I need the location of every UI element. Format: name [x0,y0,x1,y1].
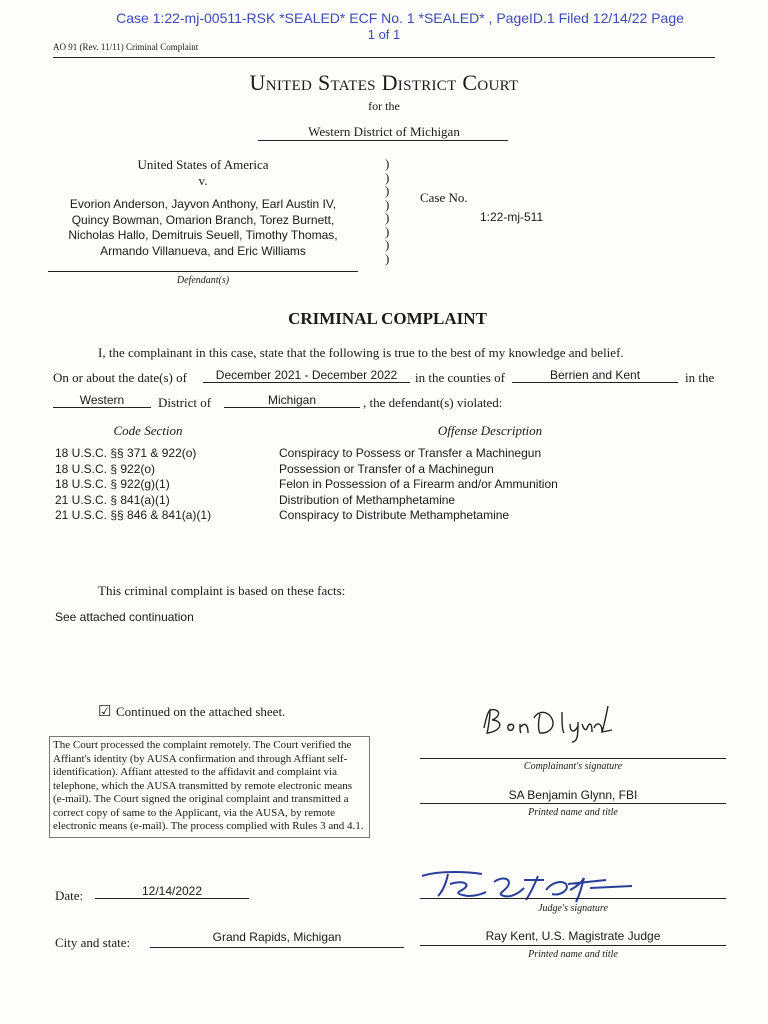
offense-desc: Conspiracy to Possess or Transfer a Machinegun [279,446,542,460]
in-the-label: in the [685,370,715,385]
counties-field: Berrien and Kent [512,368,678,383]
complaint-heading: CRIMINAL COMPLAINT [288,309,487,328]
date-label: Date: [55,888,84,903]
date-range-field: December 2021 - December 2022 [203,368,410,383]
district-direction-field: Western [53,393,151,408]
defendant-names [48,197,358,259]
offense-codes [55,446,211,524]
defendants-label: Defendant(s) [176,275,230,286]
versus: v. [198,173,208,188]
defendant-line: Nicholas Hallo, Demitruis Seuell, Timothy Thomas, [68,228,338,242]
judge-printed-name: Ray Kent, U.S. Magistrate Judge [485,929,661,943]
remote-processing-notice: The Court processed the complaint remotely. The Court verified the Affiant's identity (by AUSA confirmation and through Affiant self-identification). Affiant attested to the affidavit and complaint via telephone, which the AUSA transmitted by remote electronic means (e-mail). The Court signed the original complaint and transmitted a correct copy of same to the Applicant, via the AUSA, by remote electronic means (e-mail). The process complied with Rules 3 and 4.1. [49,736,370,838]
violated-label: , the defendant(s) violated: [363,395,503,410]
form-id: AO 91 (Rev. 11/11) Criminal Complaint [53,42,199,52]
on-or-about-label: On or about the date(s) of [53,370,187,385]
continued-checkbox[interactable]: ☑ [98,704,112,720]
judge-signature-label: Judge's signature [538,903,608,914]
complainant-signature-label: Complainant's signature [523,761,623,772]
offense-description-header: Offense Description [437,423,543,438]
header-rule [53,57,715,58]
defendant-line: Armando Villanueva, and Eric Williams [100,243,306,258]
complainant-signature-rule [420,758,726,759]
judge-signature-rule [420,898,726,899]
continued-label: Continued on the attached sheet. [116,704,286,719]
offense-desc: Possession or Transfer of a Machinegun [279,461,494,476]
district-of-label: District of [158,395,212,410]
city-state-field: Grand Rapids, Michigan [150,930,404,948]
defendants-rule [48,271,358,272]
city-state-label: City and state: [55,935,131,950]
case-no: 1:22-mj-511 [480,210,544,224]
offense-desc: Distribution of Methamphetamine [279,492,456,507]
complainant-name-rule [420,803,726,804]
judge-printed-label: Printed name and title [528,949,618,960]
for-the: for the [368,99,400,113]
defendant-line: Quincy Bowman, Omarion Branch, Torez Burnett, [71,212,335,227]
complainant-printed-name: SA Benjamin Glynn, FBI [508,788,638,802]
offense-code: 21 U.S.C. §§ 846 & 841(a)(1) [55,508,212,522]
offense-desc: Conspiracy to Distribute Methamphetamine [279,508,510,522]
district-name: Western District of Michigan [308,124,460,139]
judge-name-rule [420,945,726,946]
case-no-label: Case No. [420,190,468,205]
district-rule [258,140,508,141]
ecf-header-line2: 1 of 1 [367,27,401,42]
plaintiff-name: United States of America [137,157,269,172]
offense-desc: Felon in Possession of a Firearm and/or Ammunition [279,477,558,491]
code-section-header: Code Section [113,423,183,438]
complainant-signature-image [478,700,638,749]
caption-parens: ) ) ) ) ) ) ) ) [385,156,390,266]
offense-code: 18 U.S.C. § 922(g)(1) [55,477,170,491]
complaint-intro: I, the complainant in this case, state that the following is true to the best of my knowledge and belief. [98,345,624,360]
based-on-facts: This criminal complaint is based on these facts: [98,583,346,598]
offense-code: 18 U.S.C. §§ 371 & 922(o) [55,446,197,460]
offense-descriptions [279,446,558,524]
complainant-printed-label: Printed name and title [528,807,618,818]
offense-code: 21 U.S.C. § 841(a)(1) [55,492,170,507]
defendant-line: Evorion Anderson, Jayvon Anthony, Earl Austin IV, [69,197,337,211]
court-title: United States District Court [249,70,519,95]
date-field: 12/14/2022 [95,884,249,899]
state-field: Michigan [224,393,360,408]
counties-label: in the counties of [415,370,505,385]
ecf-header-line1: Case 1:22-mj-00511-RSK *SEALED* ECF No. 1 *SEALED* , PageID.1 Filed 12/14/22 Page [116,10,684,26]
see-attached: See attached continuation [55,610,194,624]
offense-code: 18 U.S.C. § 922(o) [55,461,156,476]
